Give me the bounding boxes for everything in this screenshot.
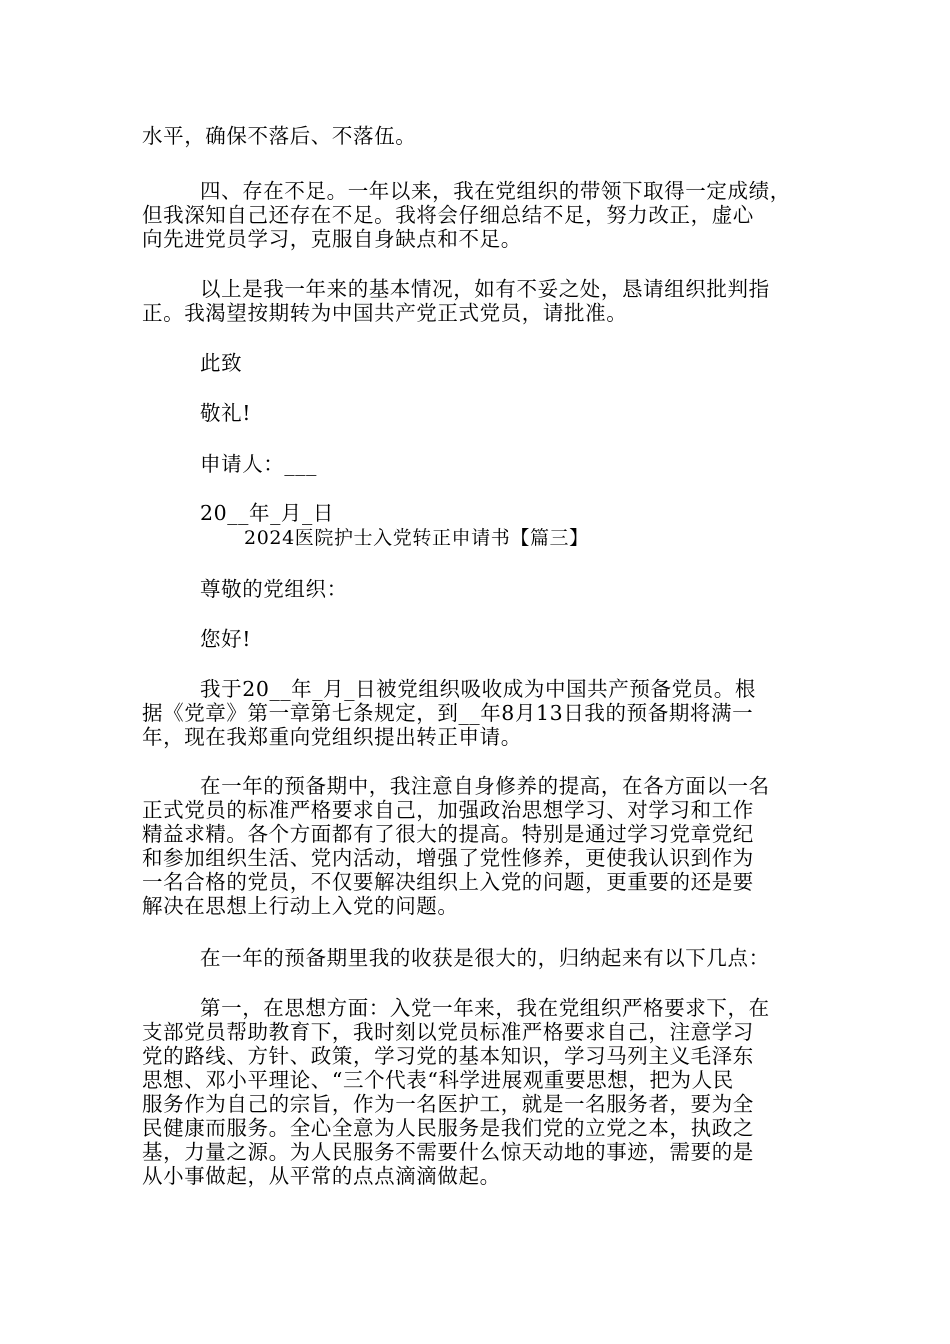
date-line: 20__年_月_日	[200, 501, 334, 525]
greeting: 您好!	[200, 627, 252, 651]
first-point-line: 服务作为自己的宗旨，作为一名医护工，就是一名服务者，要为全	[142, 1092, 754, 1116]
first-point-line: 支部党员帮助教育下，我时刻以党员标准严格要求自己，注意学习	[142, 1020, 754, 1044]
probation-line: 在一年的预备期中，我注意自身修养的提高，在各方面以一名	[200, 774, 770, 798]
gains-line: 在一年的预备期里我的收获是很大的，归纳起来有以下几点：	[200, 946, 770, 970]
paragraph-end-line: 水平，确保不落后、不落伍。	[142, 124, 417, 148]
probation-line: 解决在思想上行动上入党的问题。	[142, 894, 459, 918]
section-four-line: 四、存在不足。一年以来，我在党组织的带领下取得一定成绩，	[200, 179, 791, 203]
applicant-line: 申请人：___	[200, 452, 317, 476]
summary-line: 正。我渴望按期转为中国共产党正式党员，请批准。	[142, 301, 628, 325]
intro-line: 年，现在我郑重向党组织提出转正申请。	[142, 725, 522, 749]
closing-jingli: 敬礼!	[200, 401, 252, 425]
closing-cizhi: 此致	[200, 351, 243, 375]
section-four-line: 向先进党员学习，克服自身缺点和不足。	[142, 227, 522, 251]
probation-line: 正式党员的标准严格要求自己，加强政治思想学习、对学习和工作	[142, 798, 754, 822]
first-point-line: 党的路线、方针、政策，学习党的基本知识，学习马列主义毛泽东	[142, 1044, 754, 1068]
first-point-line: 民健康而服务。全心全意为人民服务是我们党的立党之本，执政之	[142, 1116, 754, 1140]
intro-line: 我于20__年_月_日被党组织吸收成为中国共产预备党员。根	[200, 677, 756, 701]
probation-line: 精益求精。各个方面都有了很大的提高。特别是通过学习党章党纪	[142, 822, 754, 846]
first-point-line: 第一，在思想方面：入党一年来，我在党组织严格要求下，在	[200, 996, 770, 1020]
first-point-line: 从小事做起，从平常的点点滴滴做起。	[142, 1164, 501, 1188]
probation-line: 一名合格的党员，不仅要解决组织上入党的问题，更重要的还是要	[142, 870, 754, 894]
summary-line: 以上是我一年来的基本情况，如有不妥之处，恳请组织批判指	[200, 277, 770, 301]
section-four-line: 但我深知自己还存在不足。我将会仔细总结不足，努力改正，虚心	[142, 203, 754, 227]
probation-line: 和参加组织生活、党内活动，增强了党性修养，更使我认识到作为	[142, 846, 754, 870]
intro-line: 据《党章》第一章第七条规定，到__年8月13日我的预备期将满一	[142, 701, 754, 725]
section-title: 2024医院护士入党转正申请书【篇三】	[244, 527, 589, 549]
salutation: 尊敬的党组织：	[200, 577, 348, 601]
first-point-line: 基，力量之源。为人民服务不需要什么惊天动地的事迹，需要的是	[142, 1140, 754, 1164]
first-point-line: 思想、邓小平理论、“三个代表“科学进展观重要思想，把为人民	[142, 1068, 734, 1092]
